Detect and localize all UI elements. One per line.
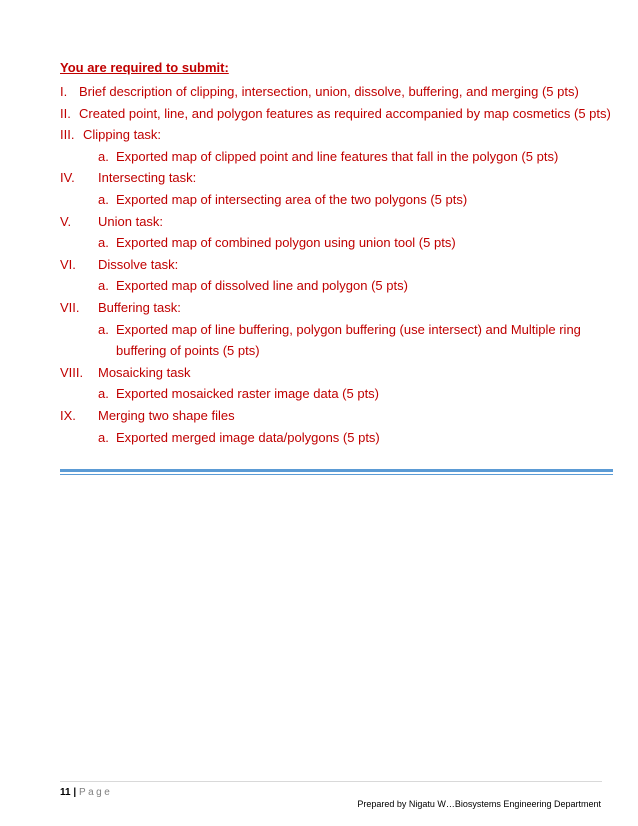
list-item <box>60 84 620 106</box>
divider-thin-line <box>60 474 613 475</box>
page-label: Page <box>78 787 113 798</box>
sub-item <box>60 430 620 452</box>
sub-item <box>60 235 620 257</box>
item-number: IV. <box>60 170 75 186</box>
sub-item-text: Exported map of dissolved line and polygon (5 pts) <box>116 278 408 294</box>
sub-item <box>60 192 620 214</box>
item-number: IX. <box>60 407 76 423</box>
sub-item-letter: a. <box>98 321 109 337</box>
sub-item-text: Exported merged image data/polygons (5 pts) <box>116 429 380 445</box>
list-item <box>60 106 620 128</box>
page-indicator <box>60 787 112 798</box>
submission-list <box>60 84 620 451</box>
item-number: III. <box>60 127 75 143</box>
sub-item-text: Exported map of clipped point and line features that fall in the polygon (5 pts) <box>116 148 559 164</box>
item-number: VI. <box>60 256 76 272</box>
item-text: Merging two shape files <box>98 407 235 423</box>
page-number: 11 <box>60 787 71 798</box>
section-heading: You are required to submit: <box>60 60 229 75</box>
item-text: Mosaicking task <box>98 364 191 380</box>
item-text: Buffering task: <box>98 299 181 315</box>
item-text: Brief description of clipping, intersection, union, dissolve, buffering, and merging (5 pts) <box>79 84 579 99</box>
list-item <box>60 408 620 430</box>
sub-item <box>60 149 620 171</box>
list-item <box>60 127 620 149</box>
sub-item-text: Exported mosaicked raster image data (5 pts) <box>116 386 380 402</box>
item-number: I. <box>60 84 68 99</box>
sub-item-text: buffering of points (5 pts) <box>116 343 260 359</box>
sub-item-text: Exported map of line buffering, polygon buffering (use intersect) and Multiple ring <box>116 321 581 337</box>
sub-item <box>60 322 620 344</box>
item-number: V. <box>60 213 72 229</box>
sub-item-letter: a. <box>98 429 109 445</box>
list-item <box>60 300 620 322</box>
sub-item-letter: a. <box>98 235 109 251</box>
item-text: Created point, line, and polygon features as required accompanied by map cosmetics (5 pts) <box>79 105 611 121</box>
sub-item <box>60 386 620 408</box>
list-item <box>60 170 620 192</box>
item-text: Intersecting task: <box>98 170 197 186</box>
sub-item-text: Exported map of intersecting area of the two polygons (5 pts) <box>116 191 468 207</box>
sub-item <box>60 278 620 300</box>
sub-item-continuation <box>60 343 620 365</box>
sub-item-letter: a. <box>98 386 109 402</box>
page-separator: | <box>73 787 77 798</box>
item-number: VIII. <box>60 364 84 380</box>
sub-item-letter: a. <box>98 191 109 207</box>
list-item <box>60 257 620 279</box>
list-item <box>60 365 620 387</box>
list-item <box>60 214 620 236</box>
item-number: VII. <box>60 299 80 315</box>
sub-item-text: Exported map of combined polygon using union tool (5 pts) <box>116 235 456 251</box>
footer-credit: Prepared by Nigatu W…Biosystems Engineering Department <box>357 799 601 809</box>
sub-item-letter: a. <box>98 278 109 294</box>
item-text: Clipping task: <box>83 127 162 143</box>
footer-rule <box>60 781 602 782</box>
item-text: Union task: <box>98 213 164 229</box>
sub-item-letter: a. <box>98 148 109 164</box>
section-divider <box>60 469 613 475</box>
item-number: II. <box>60 105 71 121</box>
item-text: Dissolve task: <box>98 256 179 272</box>
